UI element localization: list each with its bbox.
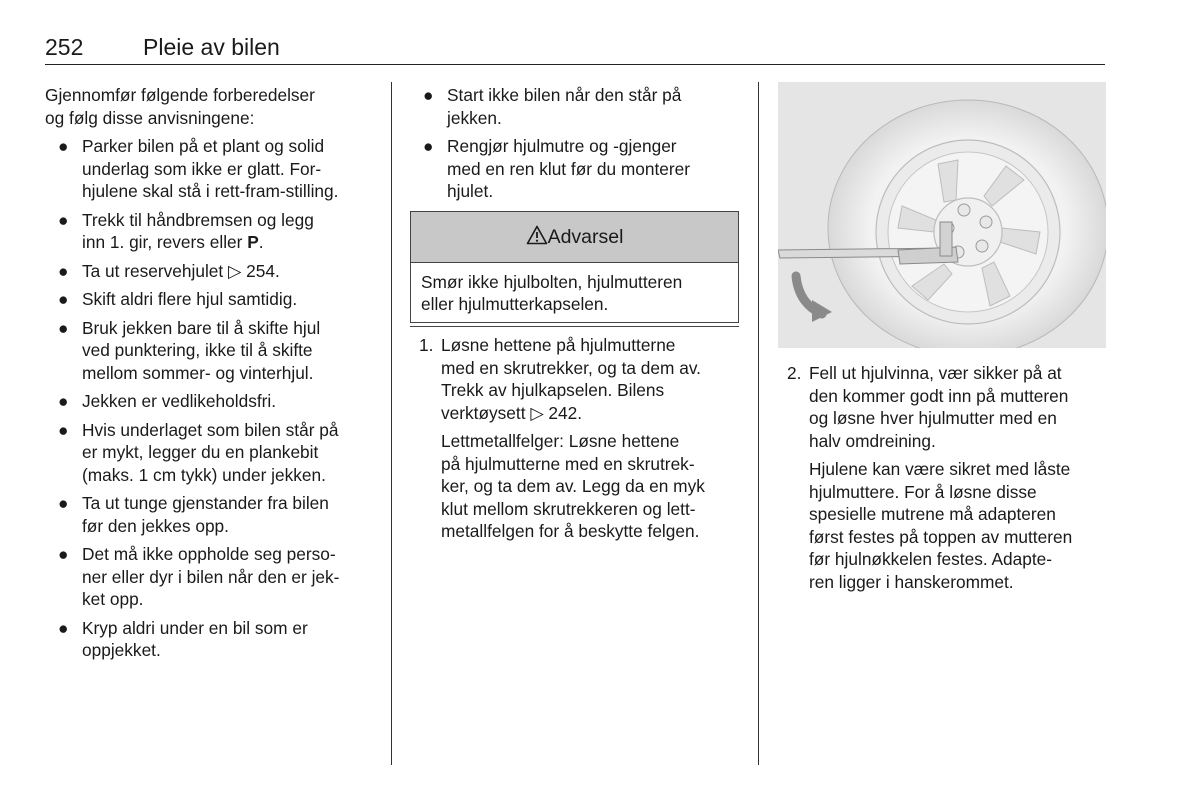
list-item: ● Kryp aldri under en bil som er oppjekket. (58, 617, 308, 660)
ref-arrow-icon: ▷ (228, 260, 242, 281)
list-item: ● Skift aldri flere hjul samtidig. (58, 289, 298, 309)
step-1: 1. Løsne hettene på hjulmutterne med en skrutrekker, og ta dem av. Trekk av hjulkapselen. Bilens verktøysett ▷ 242. (419, 335, 701, 423)
list-item: ● Hvis underlaget som bilen står på er mykt, legger du en plankebit (maks. 1 cm tykk) under jekken. (58, 419, 339, 485)
bullet-icon: ● (58, 289, 69, 309)
column-2 (410, 84, 740, 203)
bullet-icon: ● (58, 317, 69, 338)
bullet-icon: ● (58, 136, 69, 156)
intro-text: Gjennomfør følgende forberedelser og følg disse anvisningene: (45, 85, 315, 128)
list-item: ● Ta ut tunge gjenstander fra bilen før den jekkes opp. (58, 493, 329, 536)
bullet-icon: ● (58, 617, 69, 638)
step-2: 2. Fell ut hjulvinna, vær sikker på at den kommer godt inn på mutteren og løsne hver hjulmutter med en halv omdreining. (787, 363, 1069, 451)
warning-box (410, 211, 739, 323)
step-1-block (410, 334, 740, 543)
bullet-icon: ● (423, 136, 434, 156)
bullet-list (45, 135, 375, 662)
page-reference[interactable]: 242 (548, 402, 578, 423)
bullet-icon: ● (58, 391, 69, 411)
list-item: ● Parker bilen på et plant og solid underlag som ikke er glatt. For- hjulene skal stå i rett-fram-stilling. (58, 136, 339, 201)
list-item: ● Trekk til håndbremsen og legg inn 1. gir, revers eller P. (58, 209, 314, 252)
warning-triangle-icon (526, 225, 548, 245)
bullet-icon: ● (58, 544, 69, 564)
bullet-icon: ● (58, 260, 69, 281)
gear-label: P (247, 232, 259, 252)
bullet-icon: ● (58, 419, 69, 440)
list-item: ● Det må ikke oppholde seg perso- ner eller dyr i bilen når den er jek- ket opp. (58, 544, 340, 609)
list-item: ● Ta ut reservehjulet ▷ 254. (58, 260, 280, 281)
ref-arrow-icon: ▷ (530, 402, 544, 423)
warning-title: Advarsel (547, 226, 624, 248)
column-divider (758, 82, 759, 765)
page-reference[interactable]: 254 (246, 260, 275, 281)
warning-rule (410, 326, 739, 327)
page-title: Pleie av bilen (143, 34, 280, 60)
column-1 (45, 84, 375, 662)
column-3 (778, 362, 1108, 593)
page-number: 252 (45, 34, 84, 60)
wheel-wrench-drawing (778, 82, 1106, 348)
step-1-note: Lettmetallfelger: Løsne hettene på hjulmutterne med en skrutrek- ker, og ta dem av. Legg da en myk klut mellom skrutrekkeren og lett- metallfelgen for å beskytte felgen. (441, 431, 705, 541)
page-header (45, 34, 1105, 65)
column-divider (391, 82, 392, 765)
step-number: 2. (787, 363, 802, 383)
bullet-icon: ● (58, 209, 69, 230)
step-2-note: Hjulene kan være sikret med låste hjulmuttere. For å løsne disse spesielle mutrene må adapteren først festes på toppen av mutteren før hjulnøkkelen festes. Adapte- ren ligger i hanskerommet. (809, 459, 1073, 592)
bullet-icon: ● (58, 493, 69, 513)
step-number: 1. (419, 335, 434, 355)
list-item: ● Jekken er vedlikeholdsfri. (58, 391, 277, 411)
warning-header (411, 212, 738, 263)
wheel-illustration (778, 82, 1106, 348)
warning-body: Smør ikke hjulbolten, hjulmutteren eller hjulmutterkapselen. (421, 272, 683, 314)
list-item: ● Rengjør hjulmutre og -gjenger med en ren klut før du monterer hjulet. (423, 136, 691, 201)
list-item: ● Bruk jekken bare til å skifte hjul ved punktering, ikke til å skifte mellom sommer- og vinterhjul. (58, 317, 321, 383)
bullet-icon: ● (423, 85, 434, 105)
list-item: ● Start ikke bilen når den står på jekken. (423, 85, 682, 128)
